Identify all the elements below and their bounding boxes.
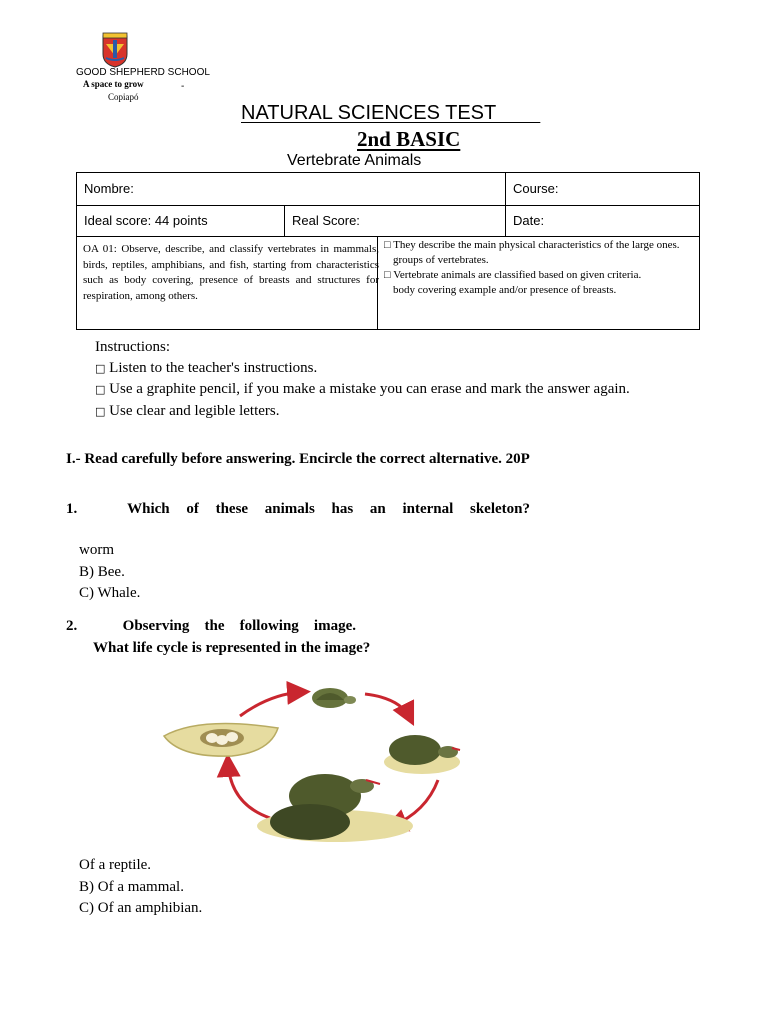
real-score-cell[interactable]: [284, 205, 506, 237]
course-cell[interactable]: [505, 172, 700, 206]
turtle-life-cycle-image: [160, 676, 500, 846]
criteria-line: □ They describe the main physical characteristics of the large ones.: [384, 239, 680, 251]
instructions-heading: Instructions:: [95, 339, 170, 355]
question-2-options: [79, 855, 202, 920]
date-label: Date:: [513, 213, 545, 228]
school-name: GOOD SHEPHERD SCHOOL: [76, 67, 210, 78]
question-2: [66, 618, 356, 635]
answer-option[interactable]: B) Bee.: [79, 563, 125, 580]
question-1-options: [79, 540, 140, 605]
checkbox-icon: □: [95, 361, 106, 375]
turtle-hatchling: [312, 688, 356, 708]
name-cell[interactable]: [76, 172, 506, 206]
test-subtitle: Vertebrate Animals: [287, 152, 422, 169]
question-text: Which of these animals has an internal skeleton?: [127, 501, 531, 517]
instruction-item: □ Listen to the teacher's instructions.: [95, 359, 318, 376]
question-number: 1.: [66, 501, 78, 517]
grade-level: 2nd BASIC: [357, 127, 461, 151]
turtle-adults: [257, 774, 413, 842]
answer-option[interactable]: worm: [79, 542, 114, 558]
ideal-score-cell: [76, 205, 285, 237]
instruction-item: □ Use a graphite pencil, if you make a mistake you can erase and mark the answer again.: [95, 381, 630, 397]
header-dash: -: [181, 81, 185, 92]
question-1: [66, 501, 530, 518]
real-score-label: Real Score:: [292, 213, 360, 228]
assessment-criteria: [384, 238, 680, 298]
criteria-line: body covering example and/or presence of breasts.: [393, 284, 617, 296]
name-label: Nombre:: [84, 181, 134, 196]
cycle-arrow: [228, 762, 270, 818]
cycle-arrow: [240, 692, 302, 716]
learning-objective: OA 01: Observe, describe, and classify vertebrates in mammals, birds, reptiles, amphibians, and fish, starting from characteristics such as body covering, presence of breasts and structures for respiration, among others.: [83, 243, 379, 302]
test-title: NATURAL SCIENCES TEST: [241, 102, 541, 124]
section-title: I.- Read carefully before answering. Encircle the correct alternative. 20P: [66, 451, 530, 467]
school-slogan: A space to grow: [83, 79, 144, 89]
question-text: Observing the following image.: [122, 618, 356, 634]
answer-option[interactable]: C) Of an amphibian.: [79, 900, 203, 916]
criteria-line: □ Vertebrate animals are classified based on given criteria.: [384, 269, 642, 281]
date-cell[interactable]: [505, 205, 700, 237]
turtle-juvenile: [384, 735, 460, 774]
answer-option[interactable]: Of a reptile.: [79, 857, 152, 873]
instructions: [95, 337, 630, 422]
course-label: Course:: [513, 181, 559, 196]
turtle-eggs: [164, 724, 278, 757]
checkbox-icon: □: [95, 383, 106, 396]
school-city: Copiapó: [108, 92, 139, 102]
question-2-subtext: What life cycle is represented in the image?: [93, 640, 371, 656]
cycle-arrow: [365, 694, 410, 718]
answer-option[interactable]: C) Whale.: [79, 585, 141, 601]
school-crest-logo: [100, 32, 130, 68]
ideal-score-label: Ideal score: 44 points: [84, 213, 208, 228]
criteria-line: groups of vertebrates.: [393, 254, 489, 266]
checkbox-icon: □: [95, 404, 106, 418]
answer-option[interactable]: B) Of a mammal.: [79, 878, 184, 895]
instruction-item: □ Use clear and legible letters.: [95, 402, 280, 419]
question-number: 2.: [66, 618, 78, 634]
